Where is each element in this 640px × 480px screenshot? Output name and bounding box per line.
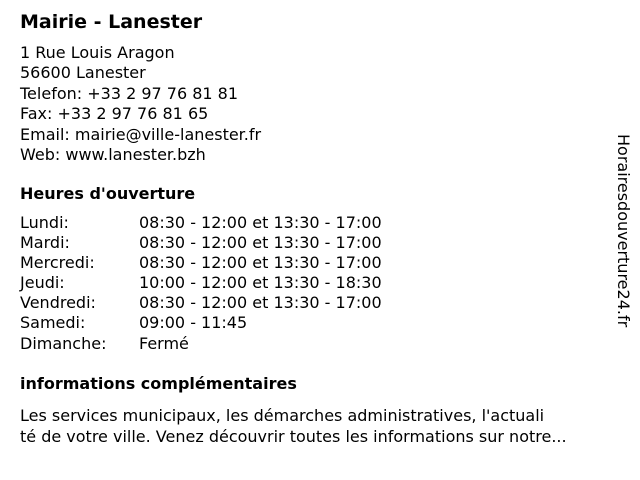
info-description: [20, 405, 567, 447]
address-line-2: 56600 Lanester: [20, 63, 146, 83]
info-heading: informations complémentaires: [20, 374, 297, 393]
hours-row: [20, 273, 382, 293]
site-watermark: Horairesdouverture24.fr: [614, 134, 633, 328]
hours-row: [20, 293, 382, 313]
day-label: Mardi:: [20, 233, 70, 253]
hours-heading: Heures d'ouverture: [20, 184, 196, 203]
hours-row: [20, 233, 382, 253]
time-value: 08:30 - 12:00 et 13:30 - 17:00: [139, 213, 382, 232]
email-text: Email: mairie@ville-lanester.fr: [20, 124, 262, 144]
contact-block: [20, 43, 261, 165]
info-line-1: Les services municipaux, les démarches administratives, l'actuali: [20, 406, 545, 425]
time-value: 08:30 - 12:00 et 13:30 - 17:00: [139, 293, 382, 313]
page-title: Mairie - Lanester: [20, 11, 203, 33]
day-label: Dimanche:: [20, 333, 107, 353]
day-label: Vendredi:: [20, 293, 96, 313]
day-label: Mercredi:: [20, 253, 95, 273]
time-value: 10:00 - 12:00 et 13:30 - 18:30: [139, 273, 382, 293]
day-label: Samedi:: [20, 313, 86, 333]
time-value: 09:00 - 11:45: [139, 313, 248, 333]
time-value: 08:30 - 12:00 et 13:30 - 17:00: [139, 253, 382, 273]
time-value: Fermé: [139, 333, 189, 353]
hours-row: [20, 253, 382, 273]
hours-table: [20, 213, 382, 354]
fax-text: Fax: +33 2 97 76 81 65: [20, 104, 209, 124]
hours-row: [20, 213, 382, 233]
day-label: Jeudi:: [20, 273, 65, 293]
day-label: Lundi:: [20, 213, 69, 232]
hours-row: [20, 313, 382, 333]
info-line-2: té de votre ville. Venez découvrir toutes les informations sur notre...: [20, 427, 567, 446]
time-value: 08:30 - 12:00 et 13:30 - 17:00: [139, 233, 382, 253]
address-line-1: 1 Rue Louis Aragon: [20, 43, 175, 62]
phone-text: Telefon: +33 2 97 76 81 81: [20, 83, 239, 103]
hours-row: [20, 334, 382, 354]
web-text: Web: www.lanester.bzh: [20, 145, 206, 165]
